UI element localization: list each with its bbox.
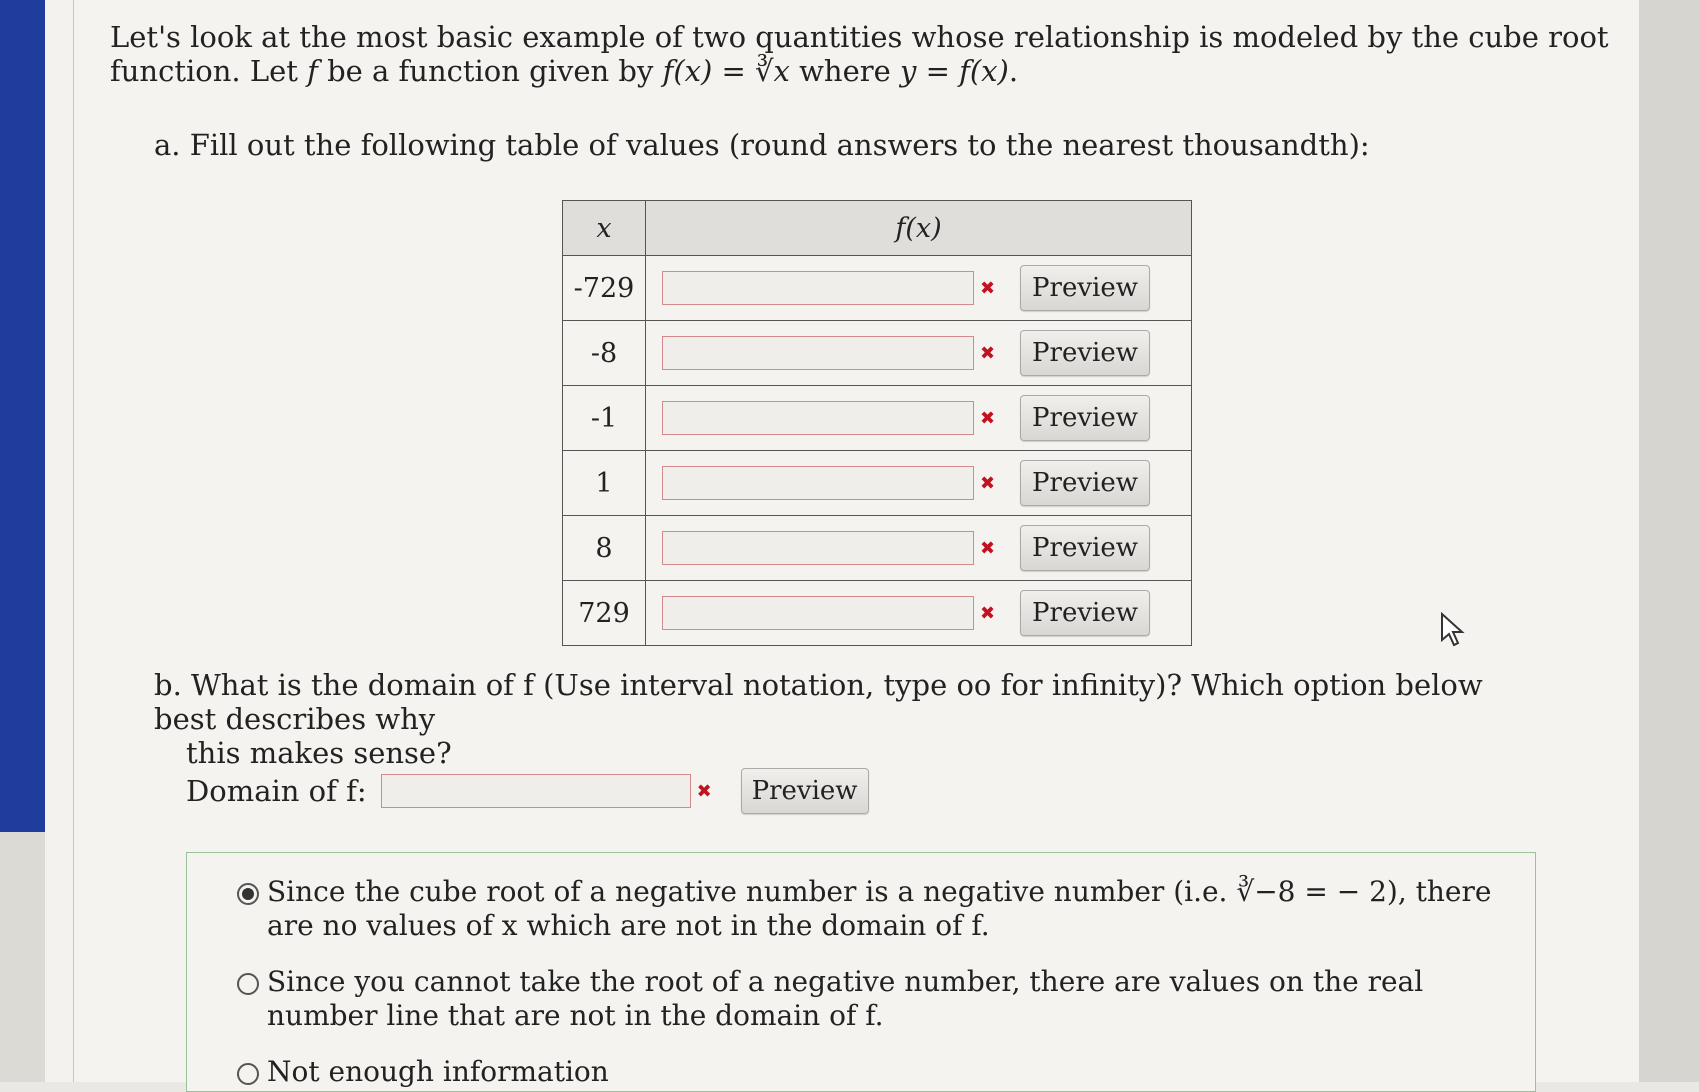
option-1-text: Since the cube root of a negative number is a negative number (i.e. ∛−8 = − 2), there are no values of x which are not in the domain of f.	[267, 875, 1492, 942]
answer-input[interactable]	[662, 596, 974, 630]
domain-input[interactable]	[381, 774, 691, 808]
table-row	[563, 256, 1192, 321]
options-box	[186, 852, 1536, 1092]
error-icon: ✖	[980, 537, 996, 559]
preview-button[interactable]: Preview	[1020, 525, 1150, 571]
answer-input[interactable]	[662, 466, 974, 500]
left-sidebar-bar	[0, 0, 45, 832]
domain-preview-button[interactable]: Preview	[741, 768, 869, 814]
error-icon: ✖	[980, 342, 996, 364]
error-icon: ✖	[980, 602, 996, 624]
intro-paragraph	[110, 20, 1630, 88]
radio-button[interactable]	[237, 973, 259, 995]
intro-var-f: f	[307, 54, 318, 88]
preview-button[interactable]: Preview	[1020, 265, 1150, 311]
preview-button[interactable]: Preview	[1020, 395, 1150, 441]
part-b-line2: this makes sense?	[186, 736, 452, 770]
intro-text-d: .	[1008, 54, 1019, 88]
table-row	[563, 581, 1192, 646]
part-b-line1: b. What is the domain of f (Use interval notation, type oo for infinity)? Which option below best describes why	[154, 668, 1483, 736]
error-icon: ✖	[980, 407, 996, 429]
answer-input[interactable]	[662, 336, 974, 370]
domain-label: Domain of f:	[186, 774, 367, 808]
intro-formula2: y = f(x)	[900, 54, 1009, 88]
mouse-cursor-icon	[1440, 612, 1468, 648]
error-icon: ✖	[980, 472, 996, 494]
x-value-cell: -1	[563, 386, 646, 451]
option-2[interactable]	[237, 965, 1507, 1033]
x-value-cell: 729	[563, 581, 646, 646]
right-edge	[1639, 0, 1699, 1082]
table-row	[563, 386, 1192, 451]
preview-button[interactable]: Preview	[1020, 460, 1150, 506]
column-header-fx: f(x)	[646, 201, 1192, 256]
option-3[interactable]	[237, 1055, 1507, 1089]
left-strip	[0, 832, 45, 1082]
fx-cell	[646, 386, 1192, 451]
intro-text-c: where	[789, 54, 901, 88]
part-b-prompt	[154, 668, 1554, 770]
option-2-text: Since you cannot take the root of a negative number, there are values on the real number line that are not in the domain of f.	[267, 965, 1424, 1032]
preview-button[interactable]: Preview	[1020, 590, 1150, 636]
x-value-cell: -8	[563, 321, 646, 386]
part-a-prompt: a. Fill out the following table of values (round answers to the nearest thousandth):	[154, 128, 1370, 162]
table-row	[563, 321, 1192, 386]
domain-row	[186, 768, 869, 814]
radio-button-checked[interactable]	[237, 883, 259, 905]
page	[45, 0, 1639, 1088]
intro-text-a: Let's look at the most basic example of two quantities whose relationship is modeled by the cube root function. Let	[110, 20, 1609, 88]
x-value-cell: 1	[563, 451, 646, 516]
table-row	[563, 451, 1192, 516]
error-icon: ✖	[980, 277, 996, 299]
fx-cell	[646, 581, 1192, 646]
intro-formula: f(x) = ∛x	[662, 54, 790, 88]
preview-button[interactable]: Preview	[1020, 330, 1150, 376]
fx-cell	[646, 516, 1192, 581]
values-table	[562, 200, 1192, 646]
answer-input[interactable]	[662, 531, 974, 565]
answer-input[interactable]	[662, 401, 974, 435]
option-3-text: Not enough information	[267, 1055, 609, 1088]
column-header-x: x	[563, 201, 646, 256]
error-icon: ✖	[696, 780, 712, 802]
x-value-cell: -729	[563, 256, 646, 321]
option-1[interactable]	[237, 875, 1507, 943]
fx-cell	[646, 451, 1192, 516]
intro-text-b: be a function given by	[317, 54, 663, 88]
table-row	[563, 516, 1192, 581]
fx-cell	[646, 256, 1192, 321]
question-card	[73, 0, 1639, 1088]
answer-input[interactable]	[662, 271, 974, 305]
x-value-cell: 8	[563, 516, 646, 581]
fx-cell	[646, 321, 1192, 386]
